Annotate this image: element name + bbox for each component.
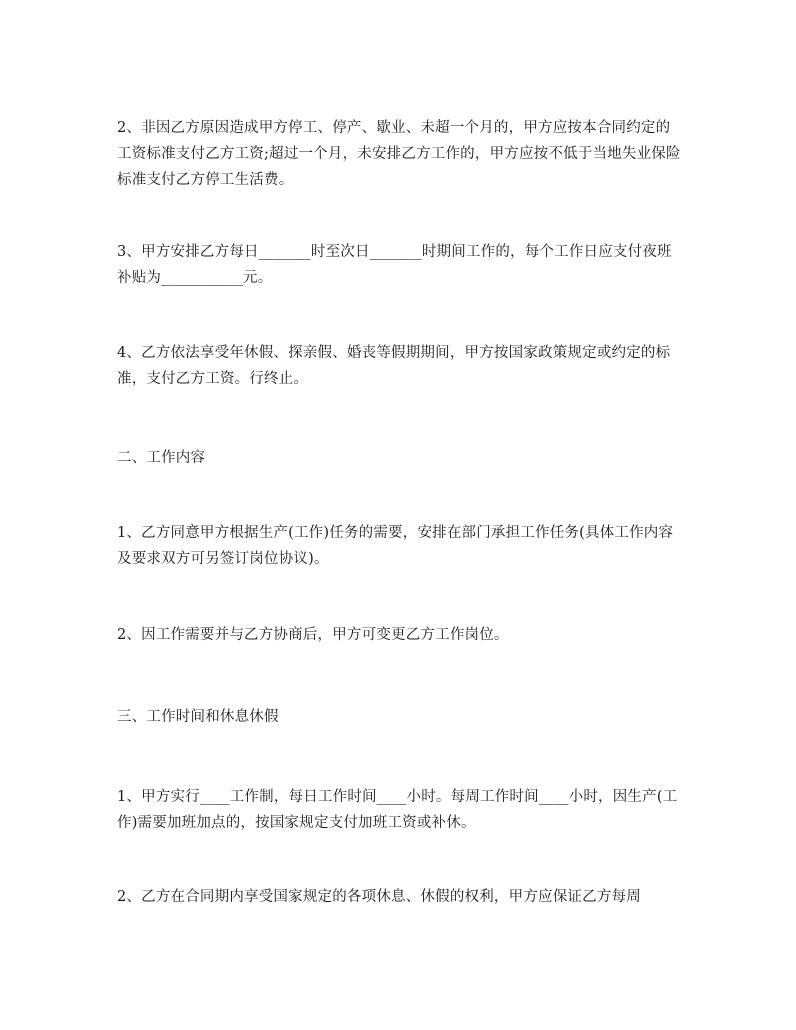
paragraph-night-shift-allowance: 3、甲方安排乙方每日_______时至次日_______时期间工作的，每个工作日应支付夜班补贴为___________元。: [117, 244, 672, 286]
paragraph-work-assignment: 1、乙方同意甲方根据生产(工作)任务的需要，安排在部门承担工作任务(具体工作内容及要求双方可另签订岗位协议)。: [117, 525, 674, 567]
paragraph-position-change: 2、因工作需要并与乙方协商后，甲方可变更乙方工作岗位。: [117, 627, 509, 643]
paragraph-rest-rights: 2、乙方在合同期内享受国家规定的各项休息、休假的权利，甲方应保证乙方每周: [117, 889, 641, 905]
section-heading-work-content: 二、工作内容: [117, 450, 206, 466]
paragraph-working-hours: 1、甲方实行____工作制，每日工作时间____小时。每周工作时间____小时，因生产(工作)需要加班加点的，按国家规定支付加班工资或补休。: [117, 789, 678, 831]
paragraph-work-stoppage-wages: 2、非因乙方原因造成甲方停工、停产、歇业、未超一个月的，甲方应按本合同约定的工资标准支付乙方工资;超过一个月，未安排乙方工作的，甲方应按不低于当地失业保险标准支付乙方停工生活费。: [117, 120, 681, 188]
paragraph-leave-wages: 4、乙方依法享受年休假、探亲假、婚丧等假期期间，甲方按国家政策规定或约定的标准，支付乙方工资。行终止。: [117, 345, 671, 387]
section-heading-working-hours-rest: 三、工作时间和休息休假: [117, 709, 279, 725]
